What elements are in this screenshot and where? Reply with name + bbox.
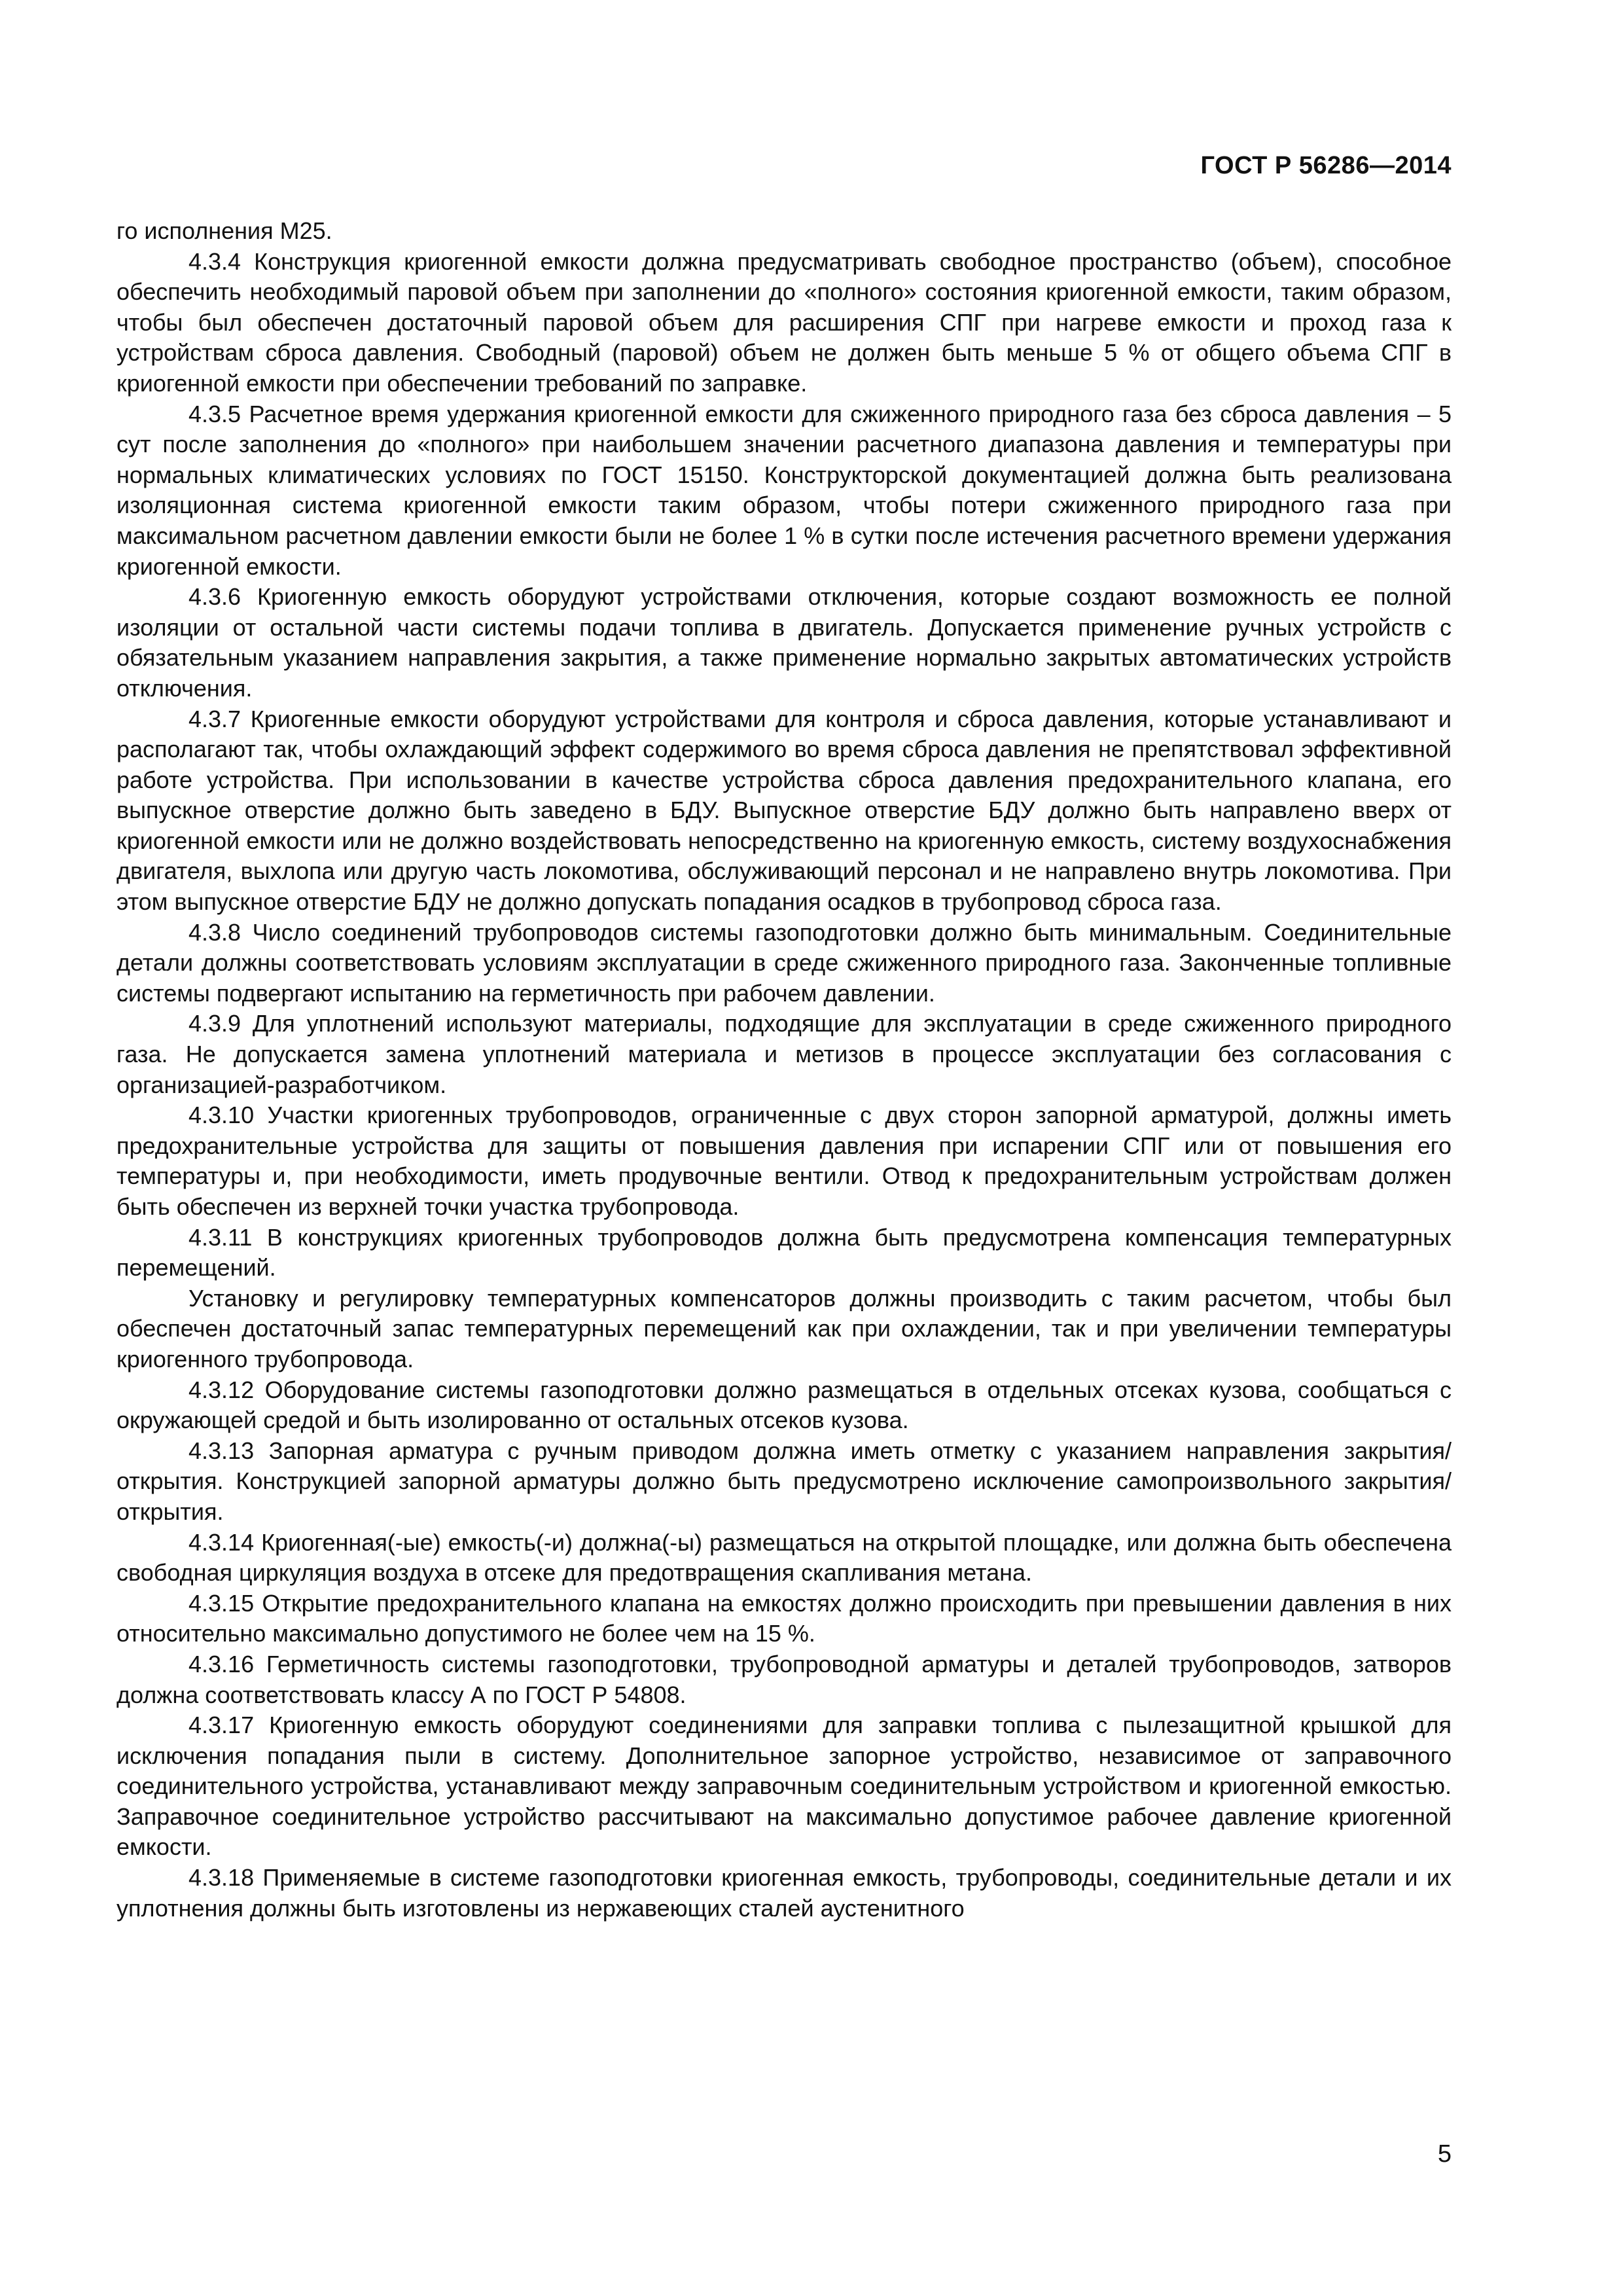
paragraph-4-3-15: 4.3.15 Открытие предохранительного клапана на емкостях должно происходить при превышении давления в них относительно максимально допустимого не более чем на 15 %.	[116, 1589, 1452, 1647]
paragraph-4-3-4: 4.3.4 Конструкция криогенной емкости должна предусматривать свободное пространство (объем), способное обеспечить необходимый паровой объем при заполнении до «полного» состояния криогенной емкости, таким образом, чтобы был обеспечен достаточный паровой объем для расширения СПГ при нагреве емкости и проход газа к устройствам сброса давления. Свободный (паровой) объем не должен быть меньше 5 % от общего объема СПГ в криогенной емкости при обеспечении требований по заправке.	[116, 247, 1452, 397]
paragraph-4-3-10: 4.3.10 Участки криогенных трубопроводов, ограниченные с двух сторон запорной арматурой, должны иметь предохранительные устройства для защиты от повышения давления при испарении СПГ или от повышения его температуры и, при необходимости, иметь продувочные вентили. Отвод к предохранительным устройствам должен быть обеспечен из верхней точки участка трубопровода.	[116, 1102, 1452, 1220]
paragraph-4-3-9: 4.3.9 Для уплотнений используют материалы, подходящие для эксплуатации в среде сжиженного природного газа. Не допускается замена уплотнений материала и метизов в процессе эксплуатации без согласования с организацией-разработчиком.	[116, 1010, 1452, 1098]
paragraph-4-3-5: 4.3.5 Расчетное время удержания криогенной емкости для сжиженного природного газа без сброса давления – 5 сут после заполнения до «полного» при наибольшем значении расчетного диапазона давления и температуры при нормальных климатических условиях по ГОСТ 15150. Конструкторской документацией должна быть реализована изоляционная система криогенной емкости таким образом, чтобы потери сжиженного природного газа при максимальном расчетном давлении емкости были не более 1 % в сутки после истечения расчетного времени удержания криогенной емкости.	[116, 400, 1452, 580]
page-number: 5	[1437, 2140, 1452, 2168]
paragraph-4-3-11-continued: Установку и регулировку температурных компенсаторов должны производить с таким расчетом, чтобы был обеспечен достаточный запас температурных перемещений как при охлаждении, так и при увеличении температуры криогенного трубопровода.	[116, 1284, 1452, 1372]
paragraph-4-3-18: 4.3.18 Применяемые в системе газоподготовки криогенная емкость, трубопроводы, соединительные детали и их уплотнения должны быть изготовлены из нержавеющих сталей аустенитного	[116, 1864, 1452, 1922]
paragraph-4-3-11: 4.3.11 В конструкциях криогенных трубопроводов должна быть предусмотрена компенсация температурных перемещений.	[116, 1223, 1452, 1282]
paragraph-4-3-14: 4.3.14 Криогенная(-ые) емкость(-и) должна(-ы) размещаться на открытой площадке, или должна быть обеспечена свободная циркуляция воздуха в отсеке для предотвращения скапливания метана.	[116, 1528, 1452, 1587]
paragraph-4-3-12: 4.3.12 Оборудование системы газоподготовки должно размещаться в отдельных отсеках кузова, сообщаться с окружающей средой и быть изолированно от остальных отсеков кузова.	[116, 1376, 1452, 1434]
paragraph-4-3-16: 4.3.16 Герметичность системы газоподготовки, трубопроводной арматуры и деталей трубопроводов, затворов должна соответствовать классу А по ГОСТ Р 54808.	[116, 1650, 1452, 1708]
paragraph-4-3-8: 4.3.8 Число соединений трубопроводов системы газоподготовки должно быть минимальным. Соединительные детали должны соответствовать условиям эксплуатации в среде сжиженного природного газа. Законченные топливные системы подвергают испытанию на герметичность при рабочем давлении.	[116, 918, 1452, 1007]
paragraph-4-3-7: 4.3.7 Криогенные емкости оборудуют устройствами для контроля и сброса давления, которые устанавливают и располагают так, чтобы охлаждающий эффект содержимого во время сброса давления не препятствовал эффективной работе устройства. При использовании в качестве устройства сброса давления предохранительного клапана, его выпускное отверстие должно быть заведено в БДУ. Выпускное отверстие БДУ должно быть направлено вверх от криогенной емкости или не должно воздействовать непосредственно на криогенную емкость, систему воздухоснабжения двигателя, выхлопа или другую часть локомотива, обслуживающий персонал и не направлено внутрь локомотива. При этом выпускное отверстие БДУ не должно допускать попадания осадков в трубопровод сброса газа.	[116, 705, 1452, 916]
paragraph-continuation: го исполнения М25.	[116, 217, 332, 244]
document-header: ГОСТ Р 56286—2014	[1200, 152, 1452, 179]
paragraph-4-3-17: 4.3.17 Криогенную емкость оборудуют соединениями для заправки топлива с пылезащитной крышкой для исключения попадания пыли в систему. Дополнительное запорное устройство, независимое от заправочного соединительного устройства, устанавливают между заправочным соединительным устройством и криогенной емкостью. Заправочное соединительное устройство рассчитывают на максимально допустимое рабочее давление криогенной емкости.	[116, 1712, 1452, 1861]
paragraph-4-3-13: 4.3.13 Запорная арматура с ручным приводом должна иметь отметку с указанием направления закрытия/открытия. Конструкцией запорной арматуры должно быть предусмотрено исключение самопроизвольного закрытия/открытия.	[116, 1437, 1452, 1525]
document-body	[116, 216, 1452, 1924]
paragraph-4-3-6: 4.3.6 Криогенную емкость оборудуют устройствами отключения, которые создают возможность ее полной изоляции от остальной части системы подачи топлива в двигатель. Допускается применение ручных устройств с обязательным указанием направления закрытия, а также применение нормально закрытых автоматических устройств отключения.	[116, 583, 1452, 702]
